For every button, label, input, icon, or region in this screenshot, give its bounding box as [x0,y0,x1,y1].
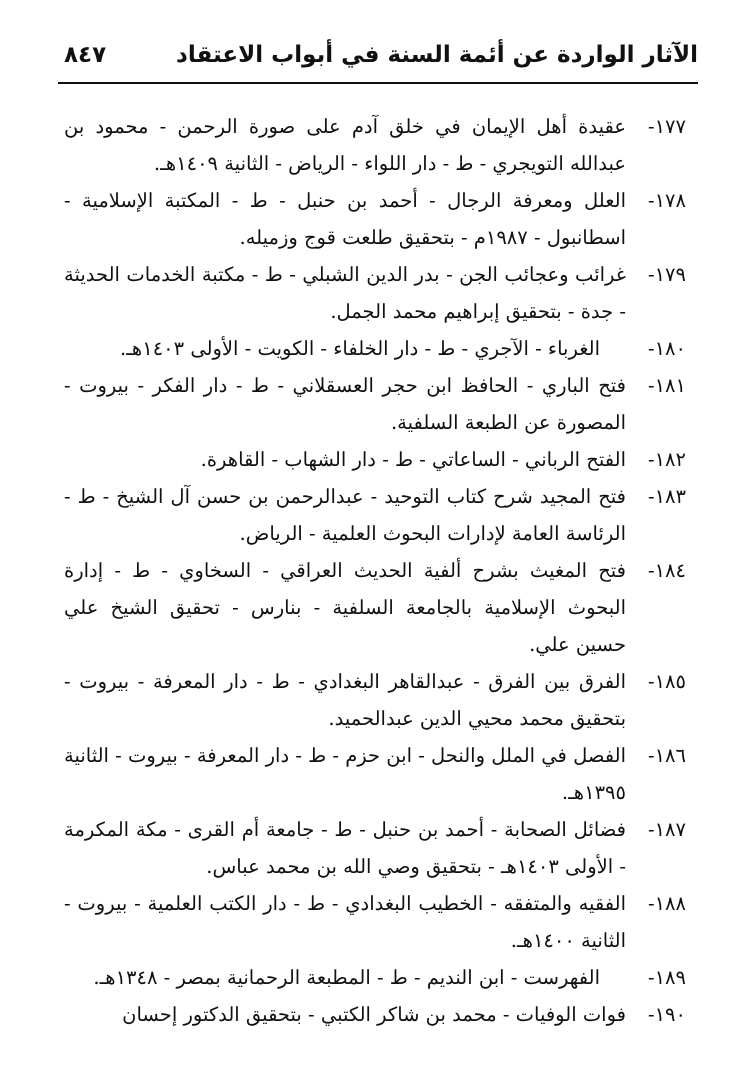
entry-number: ١٨٣- [647,485,686,508]
entry-text: الفتح الرباني - الساعاتي - ط - دار الشهاب - القاهرة. [200,448,626,471]
bibliography-entry [64,108,686,182]
entry-text: الفقيه والمتفقه - الخطيب البغدادي - ط - دار الكتب العلمية - بيروت - الثانية ١٤٠٠هـ. [64,892,626,952]
bibliography-entry [64,737,686,811]
bibliography-entry [64,256,686,330]
bibliography-entry [64,478,686,552]
entry-text: الغرباء - الآجري - ط - دار الخلفاء - الكويت - الأولى ١٤٠٣هـ. [120,337,600,360]
entry-number: ١٨٤- [647,559,686,582]
entry-text: فضائل الصحابة - أحمد بن حنبل - ط - جامعة أم القرى - مكة المكرمة - الأولى ١٤٠٣هـ - بتحقيق وصي الله بن محمد عباس. [64,818,626,878]
entry-text: فتح المغيث بشرح ألفية الحديث العراقي - السخاوي - ط - إدارة البحوث الإسلامية بالجامعة السلفية - بنارس - تحقيق الشيخ علي حسين علي. [64,559,626,656]
bibliography-list [64,108,686,1033]
bibliography-entry [64,552,686,663]
entry-text: فتح المجيد شرح كتاب التوحيد - عبدالرحمن بن حسن آل الشيخ - ط - الرئاسة العامة لإدارات البحوث العلمية - الرياض. [64,485,626,545]
bibliography-entry [64,811,686,885]
entry-text: العلل ومعرفة الرجال - أحمد بن حنبل - ط - المكتبة الإسلامية - اسطانبول - ١٩٨٧م - بتحقيق طلعت قوج وزميله. [64,189,626,249]
entry-number: ١٨١- [647,374,686,397]
bibliography-entry [64,996,686,1033]
entry-text: الفهرست - ابن النديم - ط - المطبعة الرحمانية بمصر - ١٣٤٨هـ. [93,966,600,989]
entry-number: ١٨٩- [647,966,686,989]
entry-text: غرائب وعجائب الجن - بدر الدين الشبلي - ط - مكتبة الخدمات الحديثة - جدة - بتحقيق إبراهيم محمد الجمل. [64,263,626,323]
entry-number: ١٨٦- [647,744,686,767]
bibliography-entry [64,663,686,737]
running-header [58,40,698,84]
entry-text: الفرق بين الفرق - عبدالقاهر البغدادي - ط - دار المعرفة - بيروت - بتحقيق محمد محيي الدين عبدالحميد. [64,670,626,730]
entry-text: عقيدة أهل الإيمان في خلق آدم على صورة الرحمن - محمود بن عبدالله التويجري - ط - دار اللواء - الرياض - الثانية ١٤٠٩هـ. [64,115,626,175]
bibliography-entry [64,330,686,367]
entry-number: ١٧٨- [647,189,686,212]
running-header-title: الآثار الواردة عن أئمة السنة في أبواب الاعتقاد [176,42,698,68]
entry-text: فتح الباري - الحافظ ابن حجر العسقلاني - ط - دار الفكر - بيروت - المصورة عن الطبعة السلفية. [64,374,626,434]
entry-text: الفصل في الملل والنحل - ابن حزم - ط - دار المعرفة - بيروت - الثانية ١٣٩٥هـ. [64,744,626,804]
page-number: ٨٤٧ [64,42,107,68]
entry-number: ١٨٨- [647,892,686,915]
entry-number: ١٩٠- [647,1003,686,1026]
entry-number: ١٨٥- [647,670,686,693]
entry-number: ١٧٧- [647,115,686,138]
bibliography-entry [64,367,686,441]
entry-number: ١٨٢- [647,448,686,471]
bibliography-entry [64,959,686,996]
bibliography-entry [64,182,686,256]
entry-number: ١٨٧- [647,818,686,841]
entry-number: ١٨٠- [647,337,686,360]
entry-number: ١٧٩- [647,263,686,286]
entry-text: فوات الوفيات - محمد بن شاكر الكتبي - بتحقيق الدكتور إحسان [122,1003,626,1026]
bibliography-entry [64,885,686,959]
bibliography-entry [64,441,686,478]
